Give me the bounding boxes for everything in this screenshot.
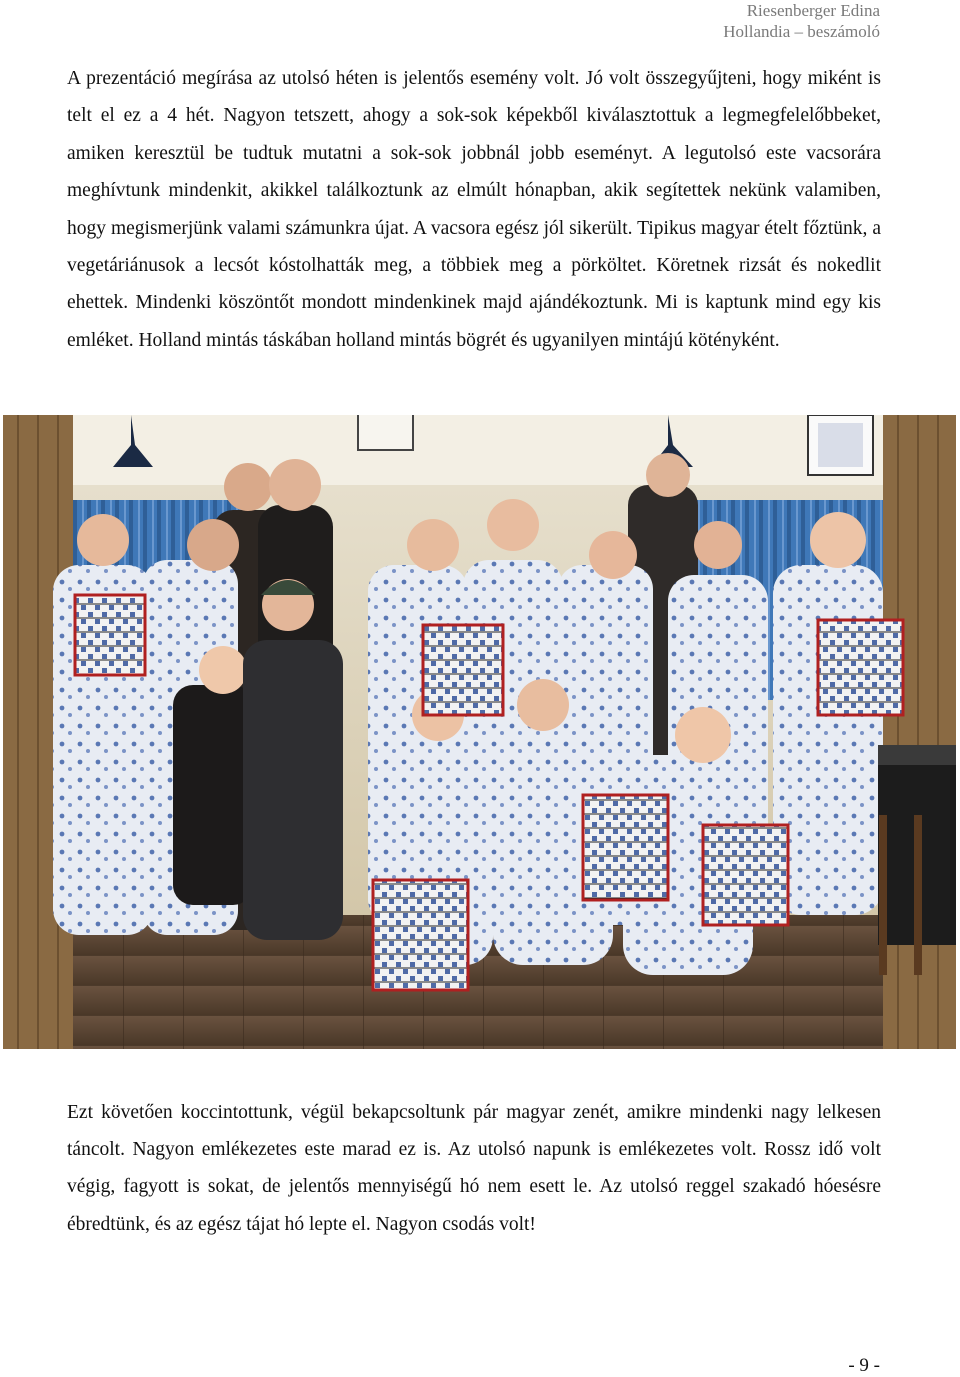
page-number: - 9 - (848, 1355, 880, 1376)
paragraph-presentation-dinner: A prezentáció megírása az utolsó héten is jelentős esemény volt. Jó volt összegyűjteni, hogy miként is telt el ez a 4 hét. Nagyon tetszett, ahogy a sok-sok képekből kiválasztottuk a legmegfelelőbbeket, amiken keresztül be tudtuk mutatni a sok-sok jobbnál jobb eseményt. A legutolsó este vacsorára meghívtunk mindenkit, akikkel találkoztunk az elmúlt hónapban, akik segítettek nekünk valamiben, hogy megismerjünk valami számunkra újat. A vacsora egész jól sikerült. Tipikus magyar ételt főztünk, a vegetáriánusok a lecsót kóstolhatták meg, a többiek meg a pörköltet. Köretnek rizsát és nokedlit ehettek. Mindenki köszöntőt mondott mindenkinek majd ajándékoztunk. Mi is kaptunk mind egy kis emléket. Holland mintás táskában holland mintás bögrét és ugyanilyen mintájú kötényként. (67, 68, 881, 351)
group-photo (3, 415, 956, 1049)
header-author: Riesenberger Edina (746, 1, 880, 20)
page-header (723, 0, 880, 42)
header-subtitle: Hollandia – beszámoló (723, 22, 880, 41)
paragraph-last-day: Ezt követően koccintottunk, végül bekapcsoltunk pár magyar zenét, amikre mindenki nagy lelkesen táncolt. Nagyon emlékezetes este marad ez is. Az utolsó napunk is emlékezetes volt. Rossz idő volt végig, fagyott is sokat, de jelentős mennyiségű hó nem esett le. Az utolsó reggel szakadó hóesésre ébredtünk, és az egész tájat hó lepte el. Nagyon csodás volt! (67, 1102, 881, 1235)
group-photo-illustration (3, 415, 956, 1049)
